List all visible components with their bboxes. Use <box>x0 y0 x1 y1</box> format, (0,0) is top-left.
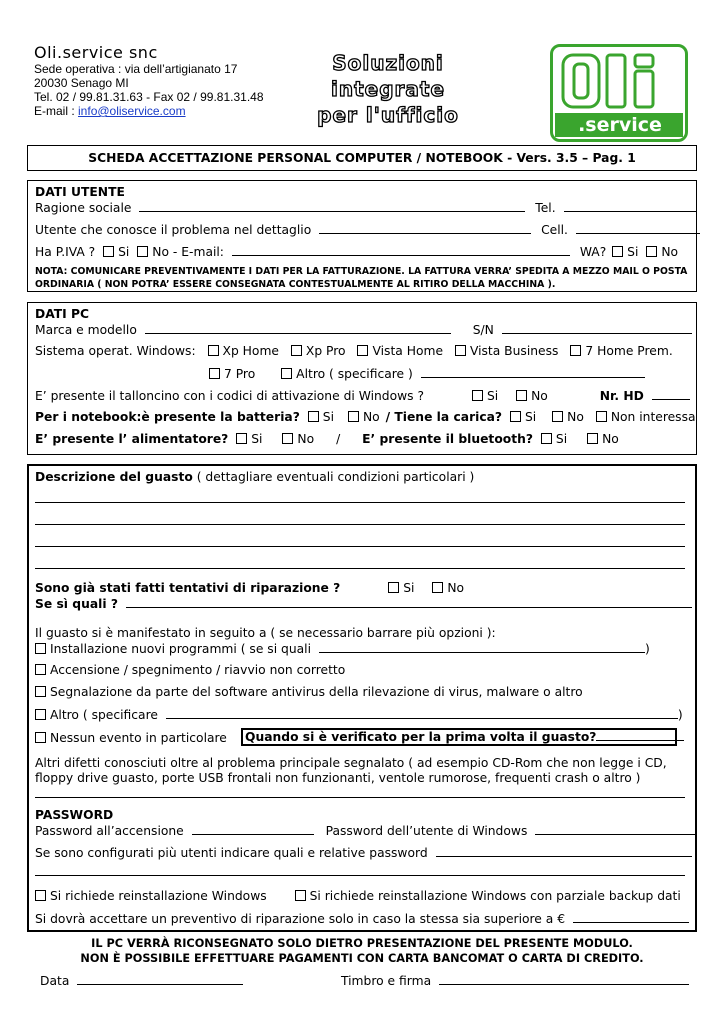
descrizione-line-2[interactable] <box>35 524 685 525</box>
tentativi-si-label: Si <box>403 581 415 595</box>
non-interessa-label: Non interessa <box>610 410 696 424</box>
talloncino-no-label: No <box>531 389 548 403</box>
antivirus-row <box>35 685 583 700</box>
bluetooth-si-checkbox[interactable] <box>541 433 552 444</box>
os-row <box>35 344 673 359</box>
quando-field[interactable] <box>596 730 684 741</box>
email-line <box>34 104 264 118</box>
address-line1: Sede operativa : via dell’artigianato 17 <box>34 62 238 76</box>
talloncino-row <box>35 388 690 404</box>
utente-field[interactable] <box>319 222 531 234</box>
utente-label: Utente che conosce il problema nel dettaglio <box>35 223 312 237</box>
installazione-field[interactable] <box>319 641 645 653</box>
company-address <box>34 62 264 118</box>
altro-row <box>35 707 683 723</box>
pwd-utente-field[interactable] <box>535 823 695 835</box>
pwd-utente-label: Password dell’utente di Windows <box>325 824 528 838</box>
reinstall-backup-label: Si richiede reinstallazione Windows con parziale backup dati <box>309 889 681 903</box>
utenti-line[interactable] <box>35 875 685 876</box>
dati-pc-heading: DATI PC <box>35 307 90 321</box>
reinstall-row <box>35 889 681 904</box>
utenti-label: Se sono configurati più utenti indicare quali e relative password <box>35 846 428 860</box>
quali-row <box>35 596 692 612</box>
slogan <box>278 50 498 128</box>
dati-utente-section <box>27 180 697 292</box>
piva-no-checkbox[interactable] <box>137 246 148 257</box>
email-link[interactable]: info@oliservice.com <box>78 104 186 118</box>
footer-notice <box>27 936 697 966</box>
utenti-row <box>35 845 692 861</box>
batteria-si-checkbox[interactable] <box>308 411 319 422</box>
os-altro-field[interactable] <box>421 366 645 378</box>
alimentatore-no-label: No <box>297 432 315 446</box>
data-field[interactable] <box>77 973 243 985</box>
quando-label: Quando si è verificato per la prima volta il guasto? <box>245 730 597 744</box>
os-altro-checkbox[interactable] <box>281 368 292 379</box>
descrizione-line-4[interactable] <box>35 568 685 569</box>
sn-label: S/N <box>472 323 494 337</box>
marca-field[interactable] <box>145 322 451 334</box>
quando-box[interactable] <box>241 728 677 746</box>
wa-no-label: No <box>661 245 679 259</box>
bluetooth-no-label: No <box>602 432 619 446</box>
marca-row <box>35 322 692 338</box>
talloncino-label: E’ presente il talloncino con i codici di attivazione di Windows ? <box>35 389 425 403</box>
antivirus-label: Segnalazione da parte del software antivirus della rilevazione di virus, malware o altro <box>50 685 583 699</box>
piva-si-checkbox[interactable] <box>103 246 114 257</box>
bluetooth-no-checkbox[interactable] <box>587 433 598 444</box>
tel-field[interactable] <box>564 200 696 212</box>
footer-line2: NON È POSSIBILE EFFETTUARE PAGAMENTI CON CARTA BANCOMAT O CARTA DI CREDITO. <box>80 952 644 965</box>
title-box <box>27 145 697 171</box>
bluetooth-si-label: Si <box>555 432 568 446</box>
address-line2: 20030 Senago MI <box>34 76 129 90</box>
ragione-sociale-field[interactable] <box>139 200 525 212</box>
quali-label: Se sì quali ? <box>35 597 118 611</box>
batteria-no-label: No <box>362 410 380 424</box>
altro-paren: ) <box>677 708 683 722</box>
nessuno-checkbox[interactable] <box>35 732 46 743</box>
os-vista-home-label: Vista Home <box>372 344 444 358</box>
alimentatore-row <box>35 432 619 447</box>
tentativi-label: Sono già stati fatti tentativi di riparazione ? <box>35 581 341 595</box>
installazione-row <box>35 641 650 657</box>
os-xp-pro-checkbox[interactable] <box>291 345 302 356</box>
carica-label: / Tiene la carica? <box>385 410 503 424</box>
os-7-home-checkbox[interactable] <box>570 345 581 356</box>
wa-label: WA? <box>579 245 607 259</box>
logo-service-text: .service <box>578 114 662 136</box>
footer-line1: IL PC VERRÀ RICONSEGNATO SOLO DIETRO PRESENTAZIONE DEL PRESENTE MODULO. <box>91 937 633 950</box>
alimentatore-label: E’ presente l’ alimentatore? <box>35 432 229 446</box>
wa-si-label: Si <box>627 245 639 259</box>
utenti-field[interactable] <box>436 845 692 857</box>
seguito-label: Il guasto si è manifestato in seguito a ( se necessario barrare più opzioni ): <box>35 626 496 640</box>
tentativi-row <box>35 581 464 596</box>
descrizione-hint: ( dettagliare eventuali condizioni particolari ) <box>192 470 475 484</box>
installazione-checkbox[interactable] <box>35 643 46 654</box>
batteria-si-label: Si <box>322 410 335 424</box>
quali-field[interactable] <box>126 596 692 608</box>
sistema-label: Sistema operat. Windows: <box>35 344 196 358</box>
altro-field[interactable] <box>166 707 678 719</box>
reinstall-checkbox[interactable] <box>35 890 46 901</box>
altri-difetti-label: Altri difetti conosciuti oltre al problema principale segnalato ( ad esempio CD-Rom che non legge i CD, floppy drive guasto, porte USB frontali non funzionanti, ventole rumorose, frequenti crash o altro ) <box>35 756 667 785</box>
os-xp-home-checkbox[interactable] <box>208 345 219 356</box>
descrizione-row <box>35 470 474 485</box>
ragione-sociale-row <box>35 200 696 216</box>
preventivo-field[interactable] <box>573 911 689 923</box>
nessuno-label: Nessun evento in particolare <box>50 731 227 745</box>
data-row <box>40 973 243 989</box>
no-email-label: No - E-mail: <box>152 245 224 259</box>
alimentatore-si-checkbox[interactable] <box>236 433 247 444</box>
altri-difetti-line[interactable] <box>35 797 685 798</box>
carica-no-label: No <box>567 410 584 424</box>
tentativi-si-checkbox[interactable] <box>388 582 399 593</box>
cell-field[interactable] <box>576 222 700 234</box>
password-row <box>35 823 695 839</box>
password-heading: PASSWORD <box>35 808 114 822</box>
oli-logo <box>550 44 688 142</box>
batteria-row <box>35 410 696 425</box>
os-7-home-label: 7 Home Prem. <box>585 344 673 358</box>
guasto-section <box>27 464 697 932</box>
pwd-accensione-field[interactable] <box>192 823 314 835</box>
form-title: SCHEDA ACCETTAZIONE PERSONAL COMPUTER / NOTEBOOK - Vers. 3.5 – Pag. 1 <box>88 151 636 165</box>
os-vista-business-checkbox[interactable] <box>455 345 466 356</box>
tentativi-no-checkbox[interactable] <box>432 582 443 593</box>
piva-si-label: Si <box>118 245 130 259</box>
os-7-pro-label: 7 Pro <box>224 367 256 381</box>
batteria-no-checkbox[interactable] <box>348 411 359 422</box>
utente-row <box>35 222 700 238</box>
ragione-sociale-label: Ragione sociale <box>35 201 132 215</box>
data-label: Data <box>40 974 70 988</box>
timbro-row <box>341 973 689 989</box>
accensione-label: Accensione / spegnimento / riavvio non corretto <box>50 663 346 677</box>
nessuno-row <box>35 731 227 746</box>
non-interessa-checkbox[interactable] <box>596 411 607 422</box>
installazione-paren: ) <box>644 642 650 656</box>
batteria-label: Per i notebook:è presente la batteria? <box>35 410 300 424</box>
slogan-line2: per l'ufficio <box>317 103 459 127</box>
slash-separator: / <box>336 432 341 446</box>
cell-label: Cell. <box>541 223 568 237</box>
carica-si-label: Si <box>525 410 537 424</box>
tel-label: Tel. <box>535 201 556 215</box>
carica-no-checkbox[interactable] <box>552 411 563 422</box>
installazione-label: Installazione nuovi programmi ( se si quali <box>50 642 312 656</box>
os-7-pro-checkbox[interactable] <box>209 368 220 379</box>
reinstall-label: Si richiede reinstallazione Windows <box>50 889 267 903</box>
alimentatore-si-label: Si <box>251 432 263 446</box>
reinstall-backup-checkbox[interactable] <box>295 890 306 901</box>
talloncino-si-label: Si <box>486 389 499 403</box>
os-xp-home-label: Xp Home <box>222 344 279 358</box>
sn-field[interactable] <box>502 322 692 334</box>
altro-checkbox[interactable] <box>35 709 46 720</box>
accensione-row <box>35 663 345 678</box>
pwd-accensione-label: Password all’accensione <box>35 824 184 838</box>
descrizione-line-1[interactable] <box>35 502 685 503</box>
email-field[interactable] <box>232 244 570 256</box>
bluetooth-label: E’ presente il bluetooth? <box>362 432 533 446</box>
timbro-field[interactable] <box>439 973 689 985</box>
antivirus-checkbox[interactable] <box>35 686 46 697</box>
os-vista-business-label: Vista Business <box>469 344 559 358</box>
dati-utente-heading: DATI UTENTE <box>35 185 125 199</box>
marca-label: Marca e modello <box>35 323 137 337</box>
slogan-line1: Soluzioni integrate <box>330 51 446 101</box>
billing-note: NOTA: COMUNICARE PREVENTIVAMENTE I DATI PER LA FATTURAZIONE. LA FATTURA VERRA’ SPEDITA A MEZZO MAIL O POSTA ORDINARIA ( NON POTRA’ ESSERE CONSEGNATA CONTESTUALMENTE AL RITIRO DELLA MACCHINA ). <box>35 266 688 290</box>
tentativi-no-label: No <box>447 581 465 595</box>
altro-label: Altro ( specificare <box>50 708 158 722</box>
os-vista-home-checkbox[interactable] <box>357 345 368 356</box>
company-name: Oli.service snc <box>34 43 158 62</box>
wa-si-checkbox[interactable] <box>612 246 623 257</box>
piva-row <box>35 244 678 260</box>
timbro-label: Timbro e firma <box>341 974 432 988</box>
preventivo-row <box>35 911 689 927</box>
accensione-checkbox[interactable] <box>35 664 46 675</box>
descrizione-line-3[interactable] <box>35 546 685 547</box>
os-xp-pro-label: Xp Pro <box>305 344 346 358</box>
talloncino-no-checkbox[interactable] <box>516 390 527 401</box>
email-label: E-mail : <box>34 104 79 118</box>
os-altro-label: Altro ( specificare ) <box>296 367 413 381</box>
nr-hd-label: Nr. HD <box>599 389 644 403</box>
dati-pc-section <box>27 302 697 455</box>
preventivo-label: Si dovrà accettare un preventivo di riparazione solo in caso la stessa sia superiore a € <box>35 912 566 926</box>
phone-fax: Tel. 02 / 99.81.31.63 - Fax 02 / 99.81.31.48 <box>34 90 264 104</box>
talloncino-si-checkbox[interactable] <box>472 390 483 401</box>
nr-hd-field[interactable] <box>652 388 690 400</box>
os-row2 <box>209 366 645 382</box>
wa-no-checkbox[interactable] <box>646 246 657 257</box>
piva-label: Ha P.IVA ? <box>35 245 96 259</box>
descrizione-label: Descrizione del guasto <box>35 470 193 484</box>
carica-si-checkbox[interactable] <box>510 411 521 422</box>
alimentatore-no-checkbox[interactable] <box>282 433 293 444</box>
